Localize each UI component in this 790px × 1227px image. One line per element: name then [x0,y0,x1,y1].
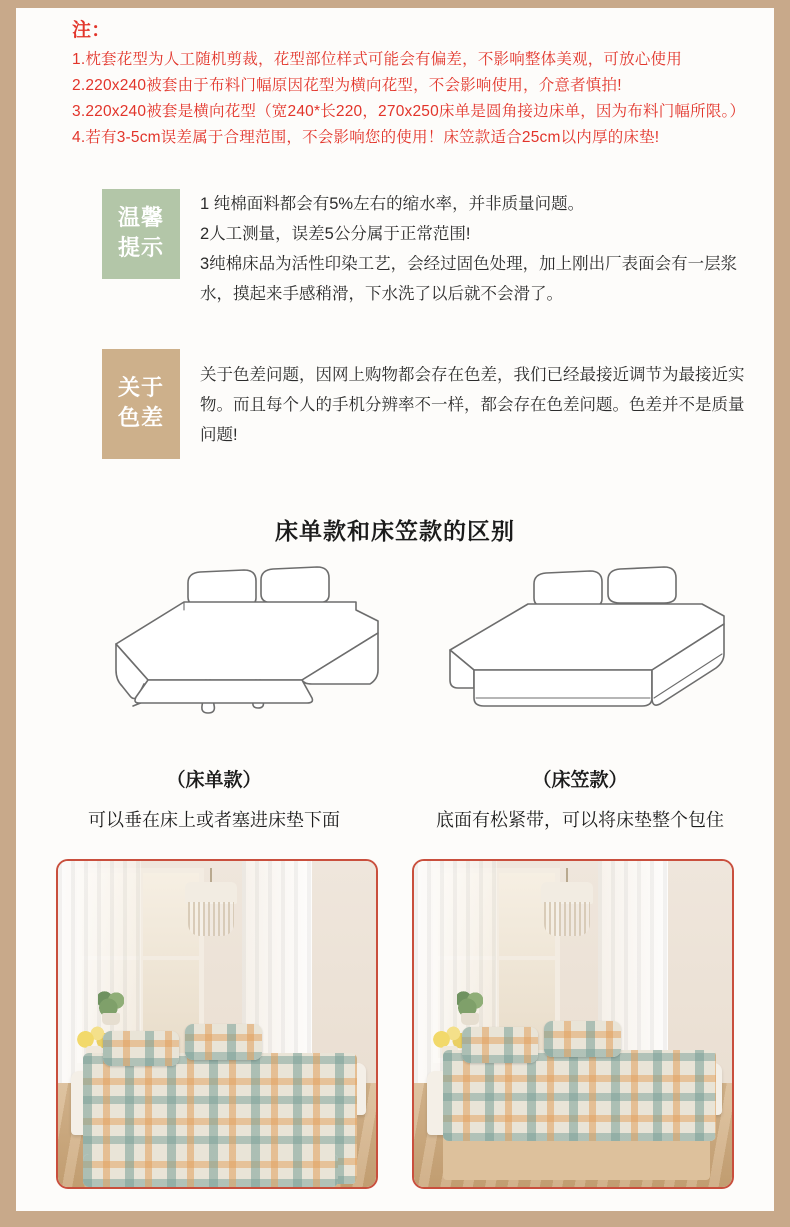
chandelier-icon [541,868,593,938]
color-difference-badge [102,349,180,459]
flat-sheet-diagram [56,558,396,743]
flat-sheet-illustration [56,558,396,743]
warm-tips-body [200,189,760,309]
note-line-1: 1.枕套花型为人工随机剪裁，花型部位样式可能会有偏差，不影响整体美观，可放心使用 [72,51,682,68]
color-difference-badge-line1: 关于 [117,375,164,400]
warm-tips-badge-line1: 温馨 [117,205,164,230]
pillow-right [544,1021,620,1057]
color-difference-panel [102,349,762,459]
fitted-sheet-illustration [416,558,756,743]
warm-tips-badge-line2: 提示 [117,235,164,260]
hanging-sheet-edge [83,1154,337,1187]
bed-with-fitted-sheet [443,1050,716,1141]
pillow-right [185,1024,261,1060]
bed-frame [443,1135,710,1181]
warm-tips-panel [102,189,762,309]
flat-sheet-photo [56,859,378,1189]
fitted-sheet-diagram [416,558,756,743]
bedroom-scene-right [414,861,732,1187]
note-line-3: 3.220x240被套是横向花型（宽240*长220，270x250床单是圆角接边床单，因为布料门幅所限。） [72,103,746,120]
warm-tip-2: 2人工测量，误差5公分属于正常范围! [200,225,471,243]
bedroom-scene-left [58,861,376,1187]
color-difference-badge-line2: 色差 [117,405,164,430]
note-line-2: 2.220x240被套由于布料门幅原因花型为横向花型，不会影响使用，介意者慎拍! [72,77,622,94]
chandelier-icon [185,868,237,938]
notes-block [72,16,762,151]
pillow-left [462,1027,538,1063]
note-line-4: 4.若有3-5cm误差属于合理范围，不会影响您的使用！床笠款适合25cm以内厚的床垫! [72,129,660,146]
color-difference-body [200,360,745,450]
warm-tip-1: 1 纯棉面料都会有5%左右的缩水率，并非质量问题。 [200,195,585,213]
warm-tips-badge [102,189,180,279]
fitted-sheet-caption-main: （床笠款） [532,770,628,791]
pillow-left [103,1031,179,1067]
plant-decor [96,991,126,1025]
plant-decor [455,991,485,1025]
content-card [16,8,774,1211]
comparison-section-title: 床单款和床笠款的区别 [275,518,515,544]
fitted-sheet-caption-sub: 底面有松紧带，可以将床垫整个包住 [436,810,724,830]
warm-tip-3: 3纯棉床品为活性印染工艺，会经过固色处理，加上刚出厂表面会有一层浆水，摸起来手感稍滑，下水洗了以后就不会滑了。 [200,255,738,303]
bottom-spacer [16,1197,774,1211]
flat-sheet-caption-main: （床单款） [166,770,262,791]
fitted-sheet-photo [412,859,734,1189]
notes-title: 注： [72,20,111,41]
flat-sheet-caption-sub: 可以垂在床上或者塞进床垫下面 [88,810,340,830]
color-difference-text: 关于色差问题，因网上购物都会存在色差，我们已经最接近调节为最接近实物。而且每个人的手机分辨率不一样，都会存在色差问题。色差并不是质量问题! [200,366,745,444]
